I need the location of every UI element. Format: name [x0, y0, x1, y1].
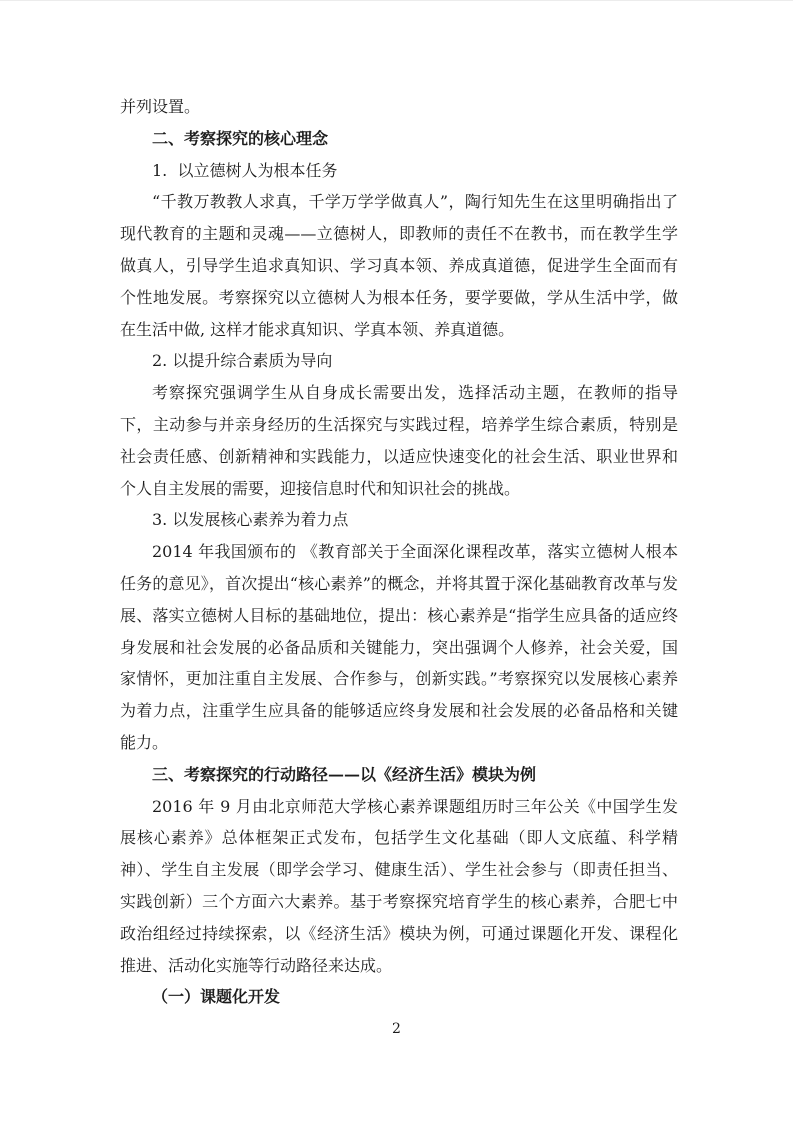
paragraph-core-literacy: 2014 年我国颁布的 《教育部关于全面深化课程改革，落实立德树人根本任务的意见》，首次提出“核心素养”的概念，并将其置于深化基础教育改革与发展、落实立德树人目标的基础地位，提出：核心素养是“指学生应具备的适应终身发展和社会发展的必备品质和关键能力，突出强调个人修养，社会关爱，国家情怀，更加注重自主发展、合作参与，创新实践。”考察探究以发展核心素养为着力点，注重学生应具备的能够适应终身发展和社会发展的必备品格和关键能力。: [120, 542, 678, 752]
paragraph-framework-release: 2016 年 9 月由北京师范大学核心素养课题组历时三年公关《中国学生发展核心素养》总体框架正式发布，包括学生文化基础（即人文底蕴、科学精神）、学生自主发展（即学会学习、健康生活）、学生社会参与（即责任担当、实践创新）三个方面六大素养。基于考察探究培育学生的核心素养，合肥七中政治组经过持续探索，以《经济生活》模块为例，可通过课题化开发、课程化推进、活动化实施等行动路径来达成。: [120, 796, 678, 975]
document-body: [120, 91, 678, 1013]
sub-heading-2: 2. 以提升综合素质为导向: [152, 351, 333, 371]
paragraph-continuation: 并列设置。: [120, 97, 201, 116]
sub-heading-3: 3. 以发展核心素养为着力点: [152, 510, 349, 530]
paragraph-comprehensive-quality: 考察探究强调学生从自身成长需要出发，选择活动主题，在教师的指导下，主动参与并亲身经历的生活探究与实践过程，培养学生综合素质，特别是社会责任感、创新精神和实践能力，以适应快速变化的社会生活、职业世界和个人自主发展的需要，迎接信息时代和知识社会的挑战。: [120, 383, 678, 498]
page-number: 2: [392, 1021, 401, 1037]
sub-section-heading-topic-development: （一）课题化开发: [152, 987, 281, 1007]
section-heading-action-path: 三、考察探究的行动路径——以《经济生活》模块为例: [152, 764, 537, 784]
section-heading-core-concepts: 二、考察探究的核心理念: [152, 128, 329, 148]
paragraph-moral-education: “千教万教教人求真，千学万学学做真人”，陶行知先生在这里明确指出了现代教育的主题和灵魂——立德树人，即教师的责任不在教书，而在教学生学做真人，引导学生追求真知识、学习真本领、养成真道德，促进学生全面而有个性地发展。考察探究以立德树人为根本任务，要学要做，学从生活中学，做在生活中做, 这样才能求真知识、学真本领、养真道德。: [120, 192, 678, 339]
sub-heading-1: 1. 以立德树人为根本任务: [152, 160, 338, 180]
